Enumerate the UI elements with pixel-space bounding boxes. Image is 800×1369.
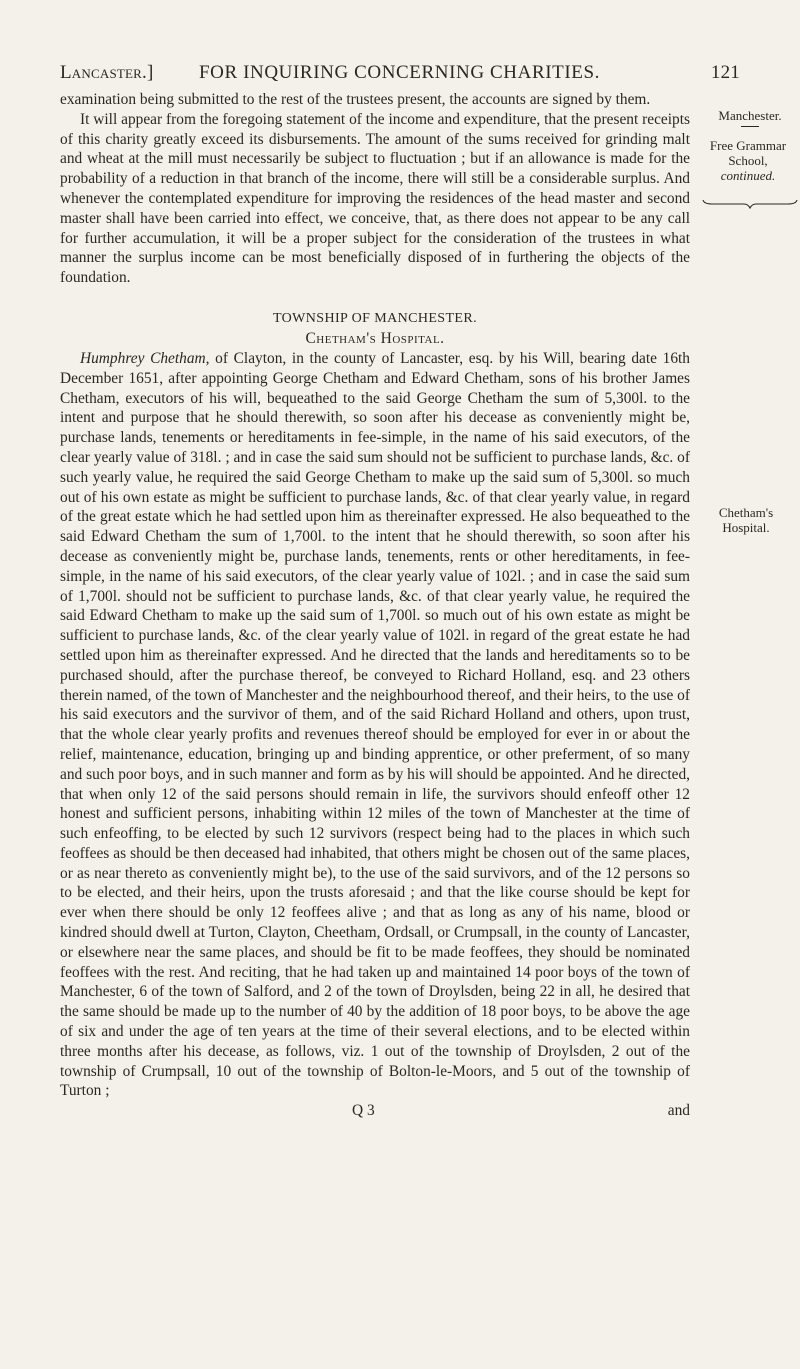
founder-name: Humphrey Chetham, <box>80 349 210 367</box>
margin-note-hospital-line1: Chetham's <box>718 505 774 520</box>
running-head-title: FOR INQUIRING CONCERNING CHARITIES. <box>199 62 600 83</box>
paragraph-3 <box>60 349 690 1101</box>
signature-mark: Q 3 <box>352 1102 375 1120</box>
page-footer <box>60 1101 690 1121</box>
margin-brace <box>702 199 798 209</box>
section-subheading: Chetham's Hospital. <box>305 329 445 347</box>
margin-note-school-line1: Free Grammar <box>709 138 787 153</box>
margin-note-school-line2: School, <box>728 153 768 168</box>
margin-note-place: Manchester. <box>718 108 782 123</box>
catchword: and <box>667 1102 690 1120</box>
page-number: 121 <box>710 62 740 83</box>
margin-note-hospital-line2: Hospital. <box>722 520 770 535</box>
margin-note-hospital <box>696 505 796 535</box>
paragraph-2: It will appear from the foregoing statement of the income and expenditure, that the present receipts of this charity greatly exceed its disbursements. The amount of the sums received for grinding malt and wheat at the mill must necessarily be subject to fluctuation ; but if an allowance is made for the probability of a reduction in that branch of the income, there will still be a considerable surplus. And whenever the contemplated expenditure for improving the residences of the head master and second master shall have been carried into effect, we conceive, that, as there does not appear to be any call for further accumulation, it will be a proper subject for the consideration of the trustees in what manner the surplus income can be most beneficially disposed of in furthering the objects of the foundation. <box>60 110 690 287</box>
margin-rule <box>741 126 759 127</box>
running-head <box>60 62 740 92</box>
margin-note-school-continued: continued. <box>720 168 776 183</box>
paragraph-1: examination being submitted to the rest of the trustees present, the accounts are signed by them. <box>60 91 651 108</box>
body-text <box>60 90 690 1121</box>
running-head-county: Lancaster.] <box>60 62 154 83</box>
paragraph-3-text: of Clayton, in the county of Lancaster, esq. by his Will, bearing date 16th December 1651, after appointing George Chetham and Edward Chetham, sons of his brother James Chetham, executors of his will, bequeathed to the said George Chetham the sum of 5,300l. to the intent and purpose that he should therewith, so soon after his decease as conveniently might be, purchase lands, tenements or hereditaments in fee-simple, in the name of his said executors, of the clear yearly value of 318l. ; and in case the said sum should not be sufficient to purchase lands, &c. of such yearly value, he required the said George Chetham to make up the said sum of 5,300l. so much out of his own estate as might be sufficient to purchase lands, &c. of that clear yearly value, in regard of the great estate which he had settled upon him as thereinafter expressed. He also bequeathed to the said Edward Chetham the sum of 1,700l. to the intent that he should therewith, so soon after his decease as conveniently might be, purchase lands, tenements, rents or other hereditaments, in fee-simple, in the name of his said executors, of the clear yearly value of 102l. ; and in case the said sum of 1,700l. should not be sufficient to purchase lands, &c. of that clear yearly value, he required the said Edward Chetham to make up the said sum of 1,700l. so much out of his own estate as might be sufficient to purchase lands, &c. of the clear yearly value of 102l. in regard of the great estate he had settled upon him as thereinafter expressed. And he directed that the lands and hereditaments so to be purchased should, after the purchase thereof, be conveyed to Richard Holland, esq. and 23 others therein named, of the town of Manchester and the neighbourhood thereof, and their heirs, to the use of his said executors and the survivor of them, and of the said Richard Holland and others, upon trust, that the whole clear yearly profits and revenues thereof should be employed for ever in or about the relief, maintenance, education, bringing up and binding apprentice, or other preferment, of so many and such poor boys, and in such manner and form as by his will should be appointed. And he directed, that when only 12 of the said persons should remain in life, the survivors should enfeoff other 12 honest and sufficient persons, inhabiting within 12 miles of the town of Manchester at the time of such enfeoffing, to be elected by such 12 survivors (respect being had to the places in which such feoffees as should be then deceased had inhabited, that others might be chosen out of the same places, or as near thereto as conveniently might be), to the use of the said survivors, and of the 12 persons so to be elected, and their heirs, upon the trusts aforesaid ; and that the like course should be kept for ever when there should be only 12 feoffees alive ; and that as long as any of his name, blood or kindred should dwell at Turton, Clayton, Cheetham, Ordsall, or Crumpsall, in the county of Lancaster, or elsewhere near the same places, and should be fit to be made feoffees, they should be nominated feoffees with the rest. And reciting, that he had taken up and maintained 14 poor boys of the town of Manchester, 6 of the town of Salford, and 2 of the town of Droylsden, being 22 in all, he desired that the same should be made up to the number of 40 by the addition of 18 poor boys, to be above the age of six and under the age of ten years at the time of their several elections, and to be elected within three months after his decease, as follows, viz. 1 out of the township of Droylsden, 2 out of the township of Crumpsall, 10 out of the township of Bolton-le-Moors, and 5 out of the township of Turton ; <box>60 349 690 1100</box>
margin-note-school <box>698 138 798 183</box>
section-heading: TOWNSHIP OF MANCHESTER. <box>272 310 478 326</box>
